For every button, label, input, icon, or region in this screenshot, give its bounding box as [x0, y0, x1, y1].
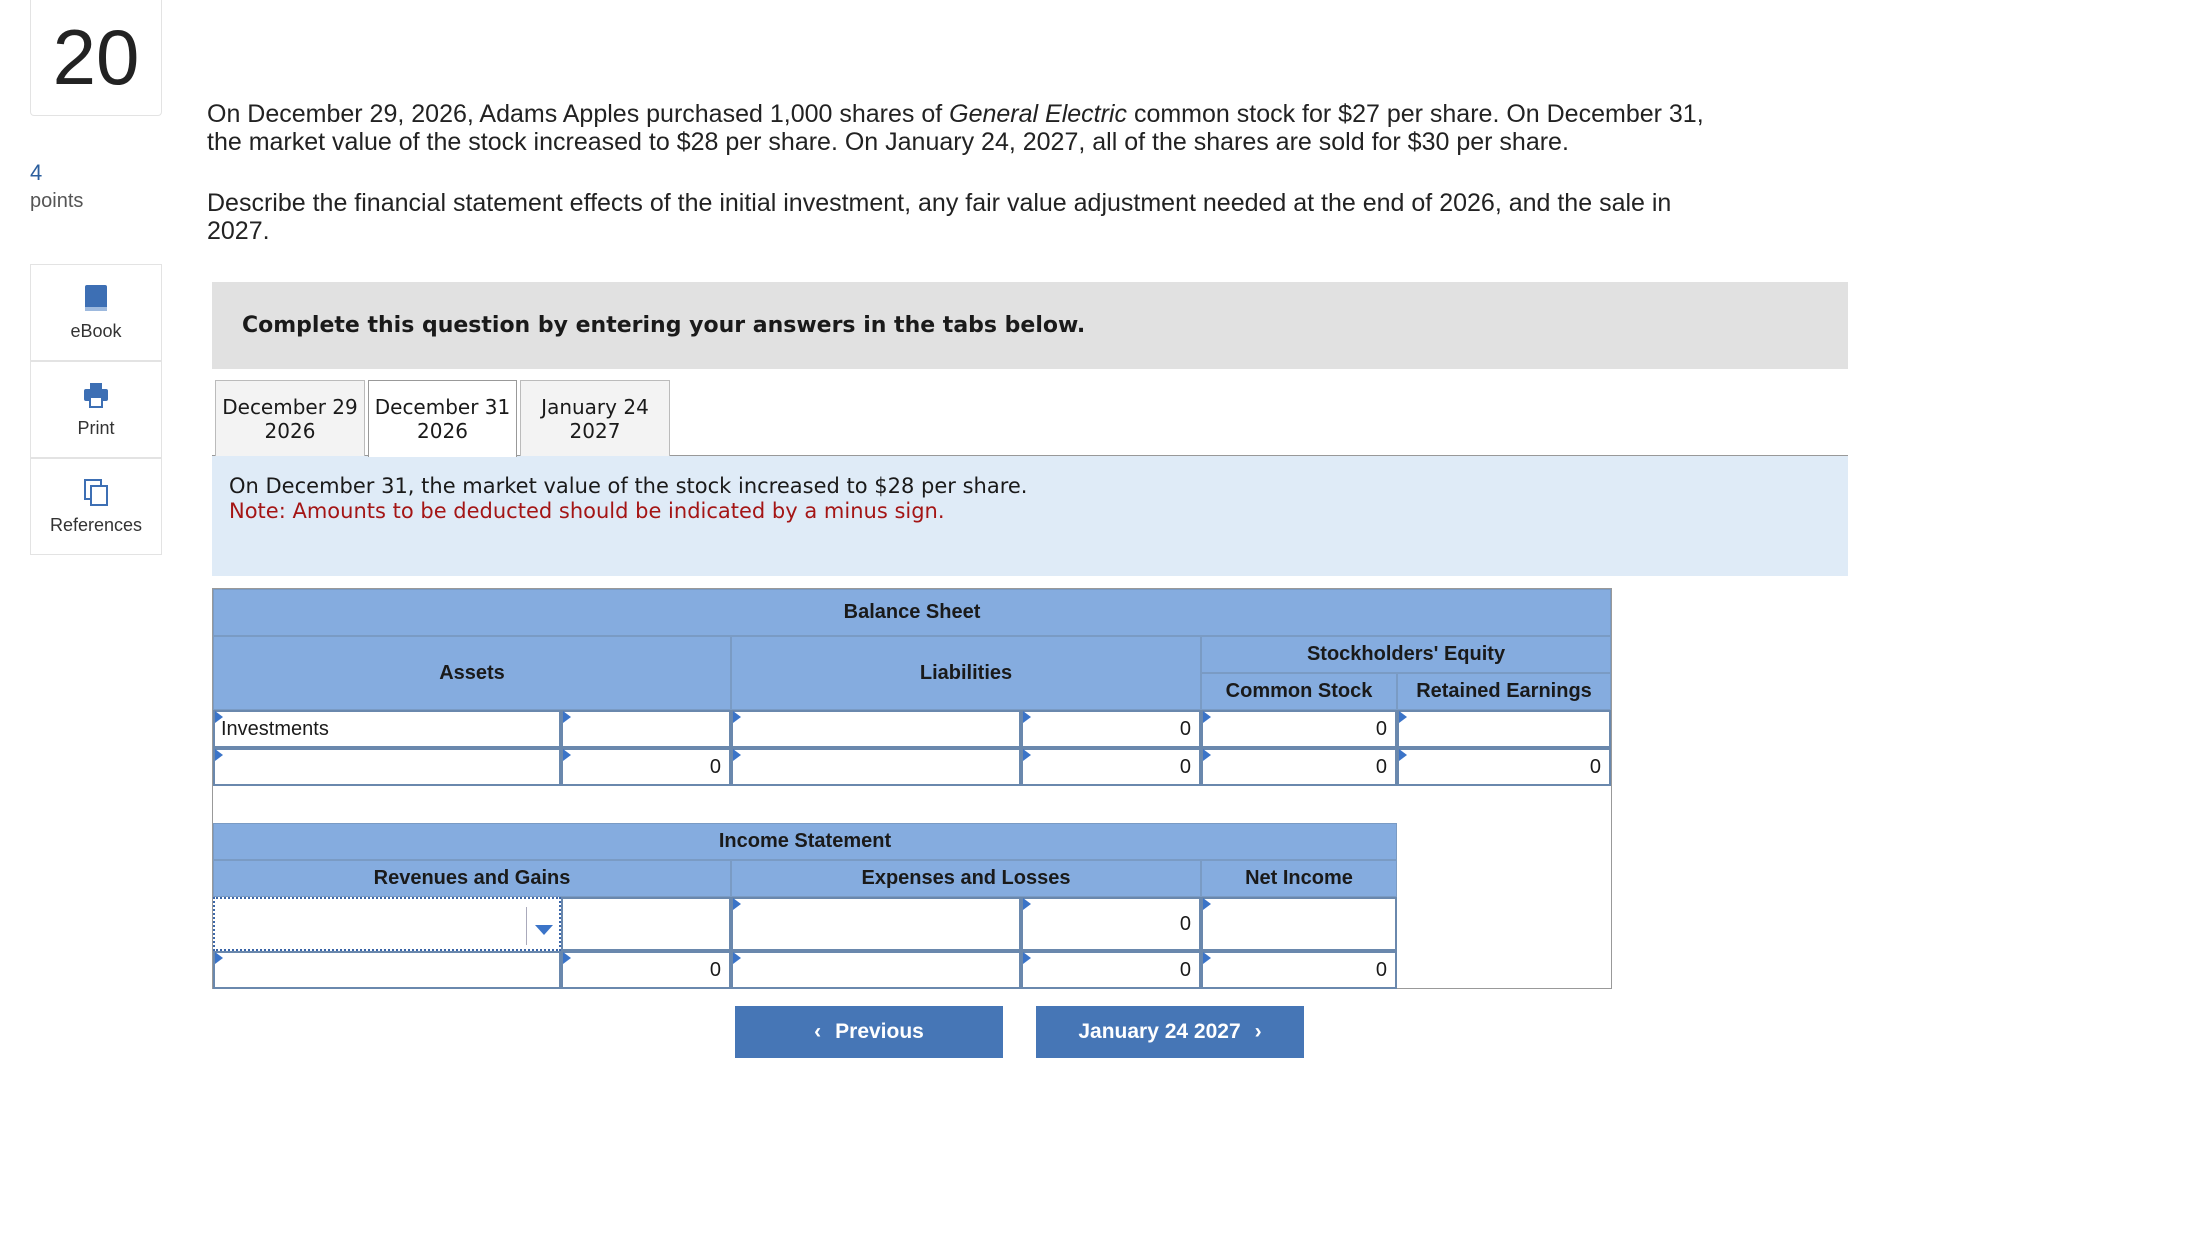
is-revenue-select-1[interactable] — [213, 897, 561, 951]
revenues-gains-header: Revenues and Gains — [213, 860, 731, 897]
instruction-bar: Complete this question by entering your answers in the tabs below. — [212, 282, 1848, 369]
is-revenue-total: 0 — [561, 951, 731, 989]
expenses-losses-header: Expenses and Losses — [731, 860, 1201, 897]
is-revenue-amount-1[interactable] — [561, 897, 731, 951]
chevron-right-icon: › — [1254, 1020, 1262, 1043]
bs-asset-total: 0 — [561, 748, 731, 786]
tab-december-29-2026[interactable]: December 29 2026 — [215, 380, 365, 456]
stockholders-equity-header: Stockholders' Equity — [1201, 636, 1611, 673]
bs-liability-label-1[interactable] — [731, 710, 1021, 748]
is-revenue-label-2[interactable] — [213, 951, 561, 989]
points-label: points — [30, 190, 84, 212]
assets-header: Assets — [213, 636, 731, 710]
question-paragraph-2: Describe the financial statement effects of the initial investment, any fair value adjustment needed at the end of 2026, and the sale in 2027. — [207, 189, 1672, 245]
print-label: Print — [77, 418, 115, 438]
bs-liability-amount-1[interactable]: 0 — [1021, 710, 1201, 748]
tab-january-24-2027[interactable]: January 24 2027 — [520, 380, 670, 456]
print-button[interactable] — [30, 361, 162, 458]
company-name: General Electric — [949, 100, 1127, 128]
bs-asset-label-2[interactable] — [213, 748, 561, 786]
is-expense-amount-1[interactable]: 0 — [1021, 897, 1201, 951]
references-button[interactable] — [30, 458, 162, 555]
is-net-income-total: 0 — [1201, 951, 1397, 989]
previous-button[interactable]: ‹ Previous — [735, 1006, 1003, 1058]
bs-liability-total: 0 — [1021, 748, 1201, 786]
question-paragraph-1: On December 29, 2026, Adams Apples purchased 1,000 shares of General Electric common stock for $27 per share. On December 31, the market value of the stock increased to $28 per share. On January 24, 2027, all of the shares are sold for $30 per share. — [207, 100, 1704, 156]
references-icon — [81, 477, 111, 507]
bs-asset-label-1[interactable]: Investments — [213, 710, 561, 748]
printer-icon — [81, 380, 111, 410]
question-number: 20 — [30, 0, 162, 116]
is-expense-label-1[interactable] — [731, 897, 1021, 951]
bs-common-stock-1[interactable]: 0 — [1201, 710, 1397, 748]
is-expense-total: 0 — [1021, 951, 1201, 989]
is-net-income-1[interactable] — [1201, 897, 1397, 951]
bs-liability-label-2[interactable] — [731, 748, 1021, 786]
chevron-down-icon[interactable] — [535, 925, 553, 935]
points-value: 4 — [30, 160, 43, 185]
book-icon — [81, 283, 111, 313]
ebook-label: eBook — [70, 321, 122, 341]
liabilities-header: Liabilities — [731, 636, 1201, 710]
bs-retained-earnings-1[interactable] — [1397, 710, 1611, 748]
bs-common-stock-total: 0 — [1201, 748, 1397, 786]
retained-earnings-header: Retained Earnings — [1397, 673, 1611, 710]
bs-asset-amount-1[interactable] — [561, 710, 731, 748]
panel-note: Note: Amounts to be deducted should be indicated by a minus sign. — [229, 499, 945, 523]
common-stock-header: Common Stock — [1201, 673, 1397, 710]
net-income-header: Net Income — [1201, 860, 1397, 897]
bs-retained-earnings-total: 0 — [1397, 748, 1611, 786]
next-button[interactable]: January 24 2027 › — [1036, 1006, 1304, 1058]
chevron-left-icon: ‹ — [814, 1020, 822, 1043]
balance-sheet-title: Balance Sheet — [213, 589, 1611, 636]
ebook-button[interactable] — [30, 264, 162, 361]
income-statement-title: Income Statement — [213, 823, 1397, 860]
tab-december-31-2026[interactable]: December 31 2026 — [368, 380, 517, 457]
info-panel — [212, 456, 1848, 576]
panel-text: On December 31, the market value of the stock increased to $28 per share. — [229, 474, 1028, 498]
references-label: References — [49, 515, 143, 535]
is-expense-label-2[interactable] — [731, 951, 1021, 989]
